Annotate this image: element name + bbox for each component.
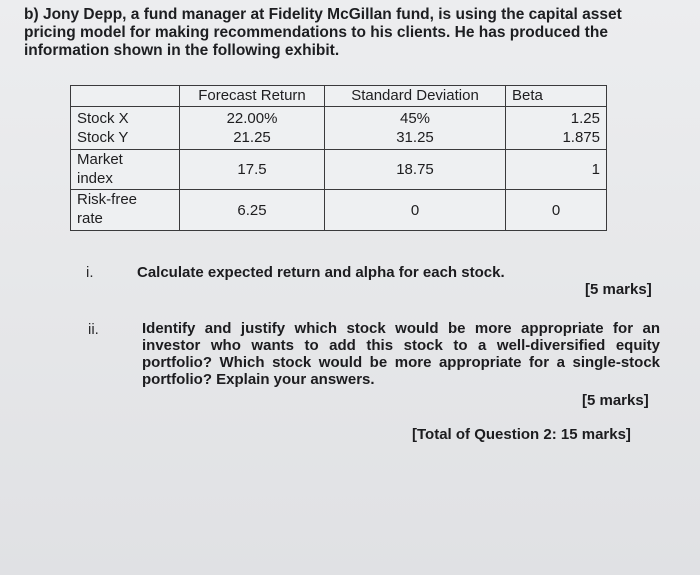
question-number-i: i.: [86, 264, 94, 281]
table-row: [71, 190, 607, 231]
beta-cell: 1: [506, 150, 607, 190]
question-i-marks: [5 marks]: [585, 281, 652, 298]
forecast-return-cell: 17.5: [180, 150, 325, 190]
question-intro: [24, 6, 664, 60]
question-label: b): [24, 6, 39, 23]
question-ii-text: Identify and justify which stock would be more appropriate for an investor who wants to add this stock to a well-diversified equity portfolio? Which stock would be more appropriate for a single-stock portfolio? Explain your answers.: [142, 320, 660, 388]
question-number-ii: ii.: [88, 321, 99, 338]
standard-deviation-cell: 45% 31.25: [325, 107, 506, 150]
table-row: [71, 150, 607, 190]
question-ii-marks: [5 marks]: [582, 392, 649, 409]
beta-cell: 1.25 1.875: [506, 107, 607, 150]
header-standard-deviation: Standard Deviation: [325, 86, 506, 107]
table-row: [71, 107, 607, 150]
question-total-marks: [Total of Question 2: 15 marks]: [412, 426, 631, 443]
header-forecast-return: Forecast Return: [180, 86, 325, 107]
forecast-return-cell: 6.25: [180, 190, 325, 231]
intro-text: Jony Depp, a fund manager at Fidelity McGillan fund, is using the capital asset pricing model for making recommendations to his clients. He has produced the information shown in the following exhibit.: [24, 6, 622, 59]
header-beta: Beta: [506, 86, 607, 107]
row-name: Stock X Stock Y: [71, 107, 180, 150]
standard-deviation-cell: 18.75: [325, 150, 506, 190]
question-i-text: Calculate expected return and alpha for each stock.: [137, 264, 505, 281]
table-header-row: [71, 86, 607, 107]
exhibit-table: [70, 85, 607, 231]
row-name: Market index: [71, 150, 180, 190]
row-name: Risk-free rate: [71, 190, 180, 231]
beta-cell: 0: [506, 190, 607, 231]
forecast-return-cell: 22.00% 21.25: [180, 107, 325, 150]
header-blank: [71, 86, 180, 107]
standard-deviation-cell: 0: [325, 190, 506, 231]
